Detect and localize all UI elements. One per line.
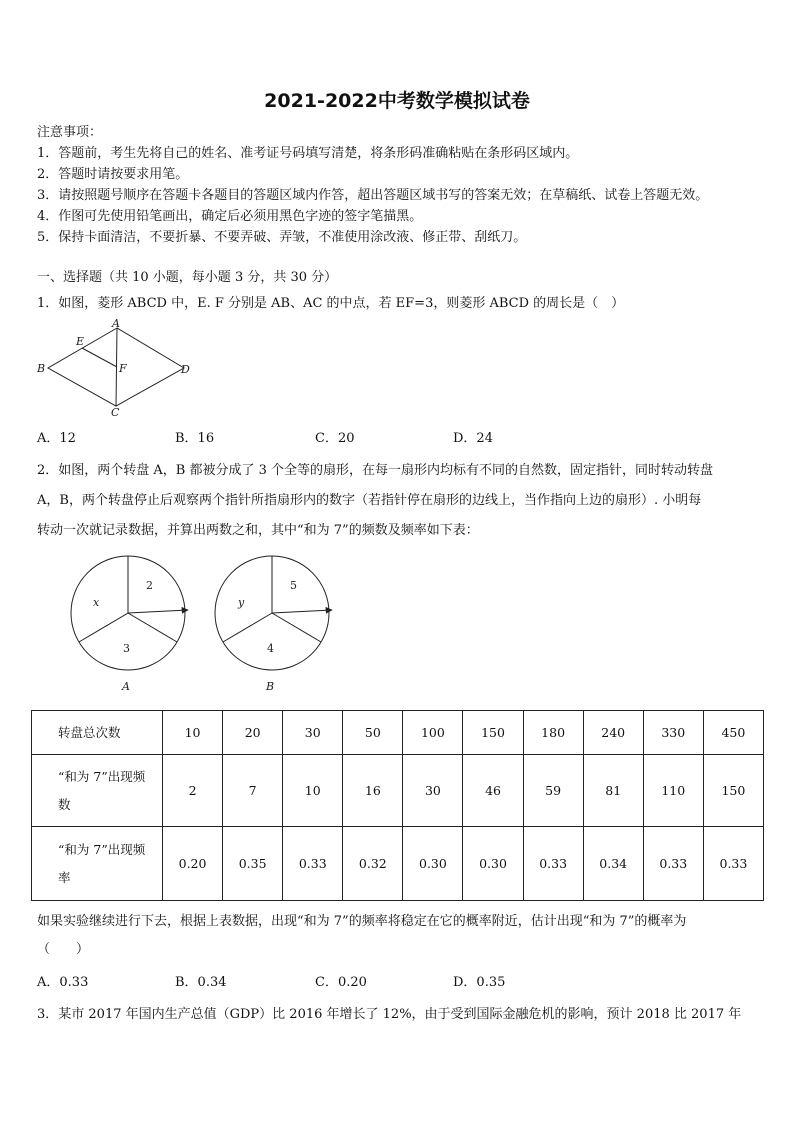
spinner-figure	[62, 550, 352, 698]
notice-item: 3．请按照题号顺序在答题卡各题目的答题区域内作答，超出答题区域书写的答案无效；在草稿纸、试卷上答题无效。	[37, 188, 709, 203]
spinner-b-pointer	[272, 610, 332, 613]
table-cell: 330	[643, 711, 703, 755]
table-cell: 110	[643, 755, 703, 827]
notice-item: 2．答题时请按要求用笔。	[37, 167, 189, 182]
option-d[interactable]: D．0.35	[453, 975, 506, 990]
option-a[interactable]: A．0.33	[37, 975, 89, 990]
segment-ef	[82, 348, 117, 367]
table-cell: 50	[343, 711, 403, 755]
question-2-options	[37, 971, 637, 989]
page-title: 2021-2022中考数学模拟试卷	[264, 90, 530, 112]
spinner-a-sector-label: 3	[123, 642, 130, 655]
option-c[interactable]: C．20	[315, 431, 355, 446]
header-line: 率	[58, 869, 71, 885]
spinner-a-sector-label: 2	[146, 579, 153, 592]
point-label-b: B	[37, 362, 46, 375]
table-row	[32, 711, 764, 755]
question-2-text-line: A，B，两个转盘停止后观察两个指针所指扇形内的数字（若指针停在扇形的边线上，当作指向上边的扇形）. 小明每	[37, 493, 702, 508]
table-cell: 0.32	[343, 827, 403, 901]
table-cell: 0.35	[223, 827, 283, 901]
table-row-header	[32, 827, 163, 901]
table-row	[32, 827, 764, 901]
spinner-b-sector-label: 5	[290, 579, 297, 592]
spinner-a-divider	[128, 613, 177, 642]
header-line: “和为 7”出现频	[58, 841, 146, 857]
notice-heading: 注意事项：	[37, 125, 103, 140]
header-line: “和为 7”出现频	[58, 768, 146, 784]
table-cell: 240	[583, 711, 643, 755]
spinner-b-label: B	[266, 680, 275, 693]
spinner-b-sector-label: 4	[267, 642, 274, 655]
header-line: 数	[58, 796, 71, 812]
table-cell: 180	[523, 711, 583, 755]
notice-item: 4．作图可先使用铅笔画出，确定后必须用黑色字迹的签字笔描黑。	[37, 209, 423, 224]
table-cell: 0.33	[283, 827, 343, 901]
table-cell: 2	[163, 755, 223, 827]
question-1-options	[37, 427, 637, 445]
point-label-d: D	[181, 363, 190, 376]
point-label-a: A	[112, 318, 120, 330]
point-label-e: E	[76, 335, 85, 348]
table-cell: 16	[343, 755, 403, 827]
table-cell: 150	[703, 755, 763, 827]
table-cell: 0.33	[523, 827, 583, 901]
frequency-table	[31, 710, 764, 901]
table-cell: 0.33	[643, 827, 703, 901]
spinner-a-sector-label: x	[93, 596, 100, 609]
question-3-text: 3．某市 2017 年国内生产总值（GDP）比 2016 年增长了 12%，由于受到国际金融危机的影响，预计 2018 比 2017 年	[37, 1007, 742, 1022]
table-cell: 0.30	[403, 827, 463, 901]
table-cell: 0.30	[463, 827, 523, 901]
option-a[interactable]: A．12	[37, 431, 76, 446]
spinner-a-divider	[79, 613, 128, 642]
point-label-f: F	[119, 362, 127, 375]
answer-parentheses: （ ）	[37, 942, 90, 957]
spinner-b-divider	[272, 613, 321, 642]
option-b[interactable]: B．16	[175, 431, 215, 446]
question-2-text-line: 转动一次就记录数据，并算出两数之和，其中“和为 7”的频数及频率如下表：	[37, 523, 479, 538]
spinner-a-pointer	[128, 610, 188, 613]
table-cell: 10	[163, 711, 223, 755]
table-row	[32, 755, 764, 827]
table-row-header: 转盘总次数	[32, 711, 163, 755]
spinner-b-sector-label: y	[238, 596, 245, 609]
point-label-c: C	[111, 406, 120, 418]
option-c[interactable]: C．0.20	[315, 975, 367, 990]
table-cell: 0.33	[703, 827, 763, 901]
table-cell: 46	[463, 755, 523, 827]
table-cell: 30	[403, 755, 463, 827]
table-cell: 100	[403, 711, 463, 755]
table-cell: 7	[223, 755, 283, 827]
table-cell: 150	[463, 711, 523, 755]
option-b[interactable]: B．0.34	[175, 975, 227, 990]
table-row-header	[32, 755, 163, 827]
table-cell: 59	[523, 755, 583, 827]
section-heading: 一、选择题（共 10 小题，每小题 3 分，共 30 分）	[37, 270, 338, 285]
question-1-text: 1．如图，菱形 ABCD 中，E. F 分别是 AB、AC 的中点，若 EF=3，则菱形 ABCD 的周长是（ ）	[37, 296, 625, 311]
table-cell: 10	[283, 755, 343, 827]
notice-item: 5．保持卡面清洁，不要折暴、不要弄破、弄皱，不准使用涂改液、修正带、刮纸刀。	[37, 230, 527, 245]
table-cell: 0.34	[583, 827, 643, 901]
spinner-a-label: A	[122, 680, 130, 693]
table-cell: 20	[223, 711, 283, 755]
table-cell: 81	[583, 755, 643, 827]
table-cell: 30	[283, 711, 343, 755]
table-cell: 0.20	[163, 827, 223, 901]
notice-item: 1．答题前，考生先将自己的姓名、准考证号码填写清楚，将条形码准确粘贴在条形码区域内。	[37, 146, 579, 161]
table-cell: 450	[703, 711, 763, 755]
rhombus-figure	[30, 318, 200, 418]
spinner-b-divider	[223, 613, 272, 642]
option-d[interactable]: D．24	[453, 431, 493, 446]
question-2-text-line: 2．如图，两个转盘 A，B 都被分成了 3 个全等的扇形，在每一扇形内均标有不同的自然数，固定指针，同时转动转盘	[37, 463, 714, 478]
question-2-prompt: 如果实验继续进行下去，根据上表数据，出现“和为 7”的频率将稳定在它的概率附近，估计出现“和为 7”的概率为	[37, 914, 687, 929]
